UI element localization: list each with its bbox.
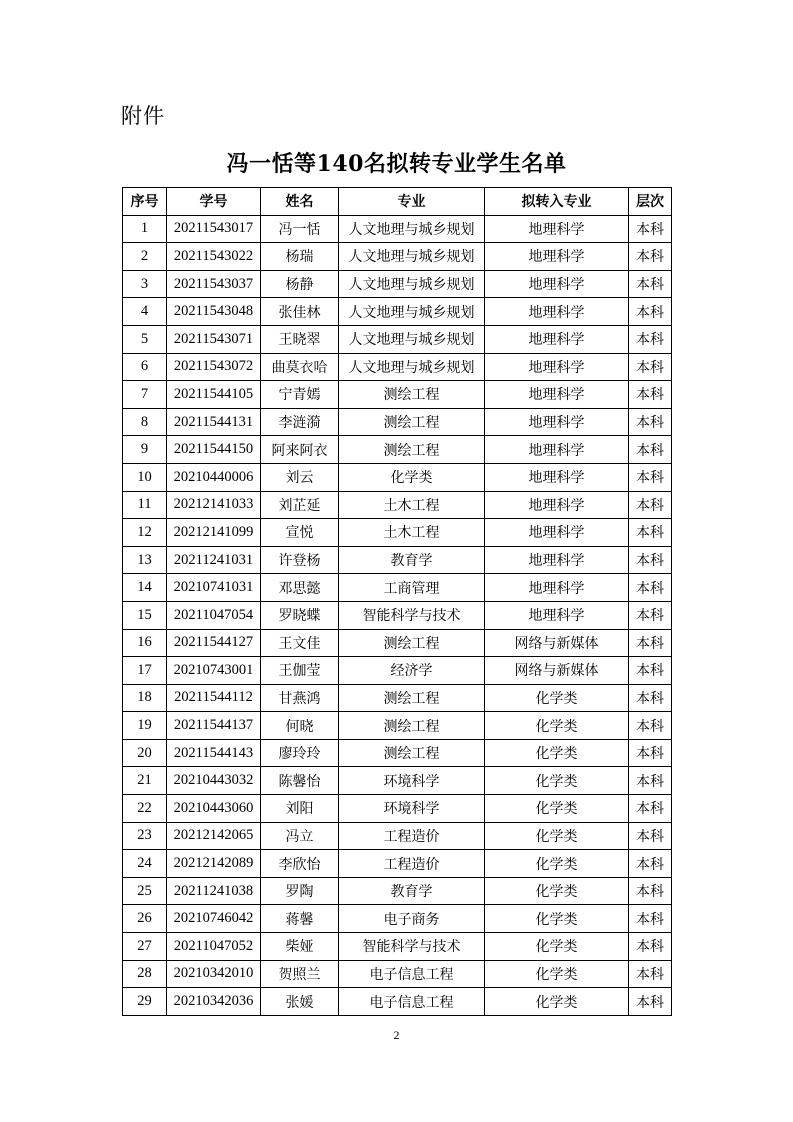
cell-target-major: 化学类 <box>485 739 629 767</box>
cell-name: 蒋馨 <box>261 905 339 933</box>
cell-name: 张媛 <box>261 988 339 1016</box>
cell-level: 本科 <box>629 215 672 243</box>
cell-target-major: 网络与新媒体 <box>485 657 629 685</box>
cell-target-major: 化学类 <box>485 767 629 795</box>
cell-major: 电子信息工程 <box>339 988 485 1016</box>
table-row <box>123 822 672 850</box>
cell-index: 21 <box>123 767 167 795</box>
cell-name: 邓思懿 <box>261 574 339 602</box>
cell-student-id: 20211544127 <box>167 629 261 657</box>
cell-index: 4 <box>123 298 167 326</box>
cell-target-major: 地理科学 <box>485 215 629 243</box>
cell-major: 测绘工程 <box>339 381 485 409</box>
cell-major: 测绘工程 <box>339 712 485 740</box>
table-row <box>123 629 672 657</box>
cell-student-id: 20210443032 <box>167 767 261 795</box>
cell-student-id: 20211544131 <box>167 408 261 436</box>
table-row <box>123 877 672 905</box>
cell-student-id: 20210741031 <box>167 574 261 602</box>
table-row <box>123 960 672 988</box>
cell-student-id: 20211544137 <box>167 712 261 740</box>
cell-student-id: 20212142065 <box>167 822 261 850</box>
table-row <box>123 215 672 243</box>
cell-name: 罗陶 <box>261 877 339 905</box>
cell-student-id: 20211543072 <box>167 353 261 381</box>
cell-index: 8 <box>123 408 167 436</box>
cell-major: 智能科学与技术 <box>339 601 485 629</box>
cell-student-id: 20211544150 <box>167 436 261 464</box>
cell-index: 12 <box>123 519 167 547</box>
table-row <box>123 270 672 298</box>
cell-level: 本科 <box>629 767 672 795</box>
cell-name: 罗晓蝶 <box>261 601 339 629</box>
cell-name: 柴娅 <box>261 933 339 961</box>
cell-name: 许登杨 <box>261 546 339 574</box>
cell-target-major: 地理科学 <box>485 546 629 574</box>
cell-name: 冯立 <box>261 822 339 850</box>
cell-level: 本科 <box>629 270 672 298</box>
cell-name: 王文佳 <box>261 629 339 657</box>
cell-index: 3 <box>123 270 167 298</box>
cell-index: 6 <box>123 353 167 381</box>
cell-index: 27 <box>123 933 167 961</box>
cell-name: 刘芷延 <box>261 491 339 519</box>
cell-name: 李涟漪 <box>261 408 339 436</box>
table-row <box>123 795 672 823</box>
cell-student-id: 20210440006 <box>167 463 261 491</box>
cell-name: 李欣怡 <box>261 850 339 878</box>
table-row <box>123 408 672 436</box>
table-row <box>123 850 672 878</box>
cell-level: 本科 <box>629 933 672 961</box>
cell-level: 本科 <box>629 353 672 381</box>
cell-major: 工程造价 <box>339 822 485 850</box>
table-row <box>123 601 672 629</box>
cell-level: 本科 <box>629 960 672 988</box>
cell-major: 人文地理与城乡规划 <box>339 215 485 243</box>
cell-student-id: 20210443060 <box>167 795 261 823</box>
cell-level: 本科 <box>629 546 672 574</box>
page-number: 2 <box>393 1028 400 1042</box>
cell-target-major: 化学类 <box>485 712 629 740</box>
table-row <box>123 436 672 464</box>
table-row <box>123 739 672 767</box>
table-row <box>123 381 672 409</box>
cell-target-major: 化学类 <box>485 684 629 712</box>
cell-target-major: 地理科学 <box>485 408 629 436</box>
cell-major: 环境科学 <box>339 767 485 795</box>
cell-target-major: 地理科学 <box>485 519 629 547</box>
table-row <box>123 519 672 547</box>
cell-major: 环境科学 <box>339 795 485 823</box>
cell-name: 冯一恬 <box>261 215 339 243</box>
cell-major: 测绘工程 <box>339 436 485 464</box>
cell-major: 人文地理与城乡规划 <box>339 353 485 381</box>
cell-name: 何晓 <box>261 712 339 740</box>
cell-student-id: 20210342010 <box>167 960 261 988</box>
cell-name: 廖玲玲 <box>261 739 339 767</box>
cell-index: 17 <box>123 657 167 685</box>
cell-major: 土木工程 <box>339 519 485 547</box>
cell-major: 测绘工程 <box>339 684 485 712</box>
cell-name: 宁青嫣 <box>261 381 339 409</box>
cell-major: 人文地理与城乡规划 <box>339 243 485 271</box>
table-row <box>123 684 672 712</box>
cell-target-major: 地理科学 <box>485 298 629 326</box>
table-row <box>123 657 672 685</box>
cell-index: 9 <box>123 436 167 464</box>
cell-level: 本科 <box>629 988 672 1016</box>
cell-student-id: 20211241031 <box>167 546 261 574</box>
cell-level: 本科 <box>629 491 672 519</box>
cell-index: 28 <box>123 960 167 988</box>
cell-name: 甘燕鸿 <box>261 684 339 712</box>
cell-student-id: 20211543048 <box>167 298 261 326</box>
cell-student-id: 20211543037 <box>167 270 261 298</box>
cell-level: 本科 <box>629 629 672 657</box>
cell-major: 教育学 <box>339 877 485 905</box>
cell-student-id: 20212141099 <box>167 519 261 547</box>
cell-level: 本科 <box>629 657 672 685</box>
cell-target-major: 化学类 <box>485 905 629 933</box>
cell-target-major: 化学类 <box>485 822 629 850</box>
cell-major: 教育学 <box>339 546 485 574</box>
table-row <box>123 325 672 353</box>
cell-index: 5 <box>123 325 167 353</box>
cell-target-major: 化学类 <box>485 877 629 905</box>
table-row <box>123 933 672 961</box>
cell-index: 1 <box>123 215 167 243</box>
cell-target-major: 地理科学 <box>485 381 629 409</box>
header-index: 序号 <box>123 188 167 216</box>
table-row <box>123 905 672 933</box>
cell-name: 刘云 <box>261 463 339 491</box>
cell-target-major: 地理科学 <box>485 436 629 464</box>
cell-target-major: 化学类 <box>485 933 629 961</box>
cell-major: 经济学 <box>339 657 485 685</box>
cell-student-id: 20211047052 <box>167 933 261 961</box>
cell-student-id: 20210342036 <box>167 988 261 1016</box>
cell-major: 人文地理与城乡规划 <box>339 325 485 353</box>
cell-level: 本科 <box>629 519 672 547</box>
cell-name: 张佳林 <box>261 298 339 326</box>
cell-target-major: 化学类 <box>485 988 629 1016</box>
cell-student-id: 20211047054 <box>167 601 261 629</box>
cell-student-id: 20212141033 <box>167 491 261 519</box>
table-row <box>123 463 672 491</box>
cell-student-id: 20212142089 <box>167 850 261 878</box>
cell-major: 化学类 <box>339 463 485 491</box>
header-major: 专业 <box>339 188 485 216</box>
cell-major: 测绘工程 <box>339 629 485 657</box>
cell-level: 本科 <box>629 712 672 740</box>
cell-major: 智能科学与技术 <box>339 933 485 961</box>
cell-major: 测绘工程 <box>339 739 485 767</box>
cell-target-major: 地理科学 <box>485 491 629 519</box>
cell-index: 20 <box>123 739 167 767</box>
cell-target-major: 地理科学 <box>485 270 629 298</box>
cell-name: 杨静 <box>261 270 339 298</box>
header-name: 姓名 <box>261 188 339 216</box>
cell-level: 本科 <box>629 905 672 933</box>
table-row <box>123 546 672 574</box>
cell-level: 本科 <box>629 408 672 436</box>
cell-student-id: 20211241038 <box>167 877 261 905</box>
cell-target-major: 化学类 <box>485 850 629 878</box>
cell-level: 本科 <box>629 877 672 905</box>
cell-index: 23 <box>123 822 167 850</box>
cell-name: 贺照兰 <box>261 960 339 988</box>
cell-index: 13 <box>123 546 167 574</box>
cell-name: 曲莫衣哈 <box>261 353 339 381</box>
cell-target-major: 地理科学 <box>485 463 629 491</box>
header-target-major: 拟转入专业 <box>485 188 629 216</box>
cell-level: 本科 <box>629 436 672 464</box>
cell-name: 刘阳 <box>261 795 339 823</box>
cell-major: 土木工程 <box>339 491 485 519</box>
cell-level: 本科 <box>629 739 672 767</box>
cell-level: 本科 <box>629 822 672 850</box>
cell-index: 19 <box>123 712 167 740</box>
cell-major: 电子信息工程 <box>339 960 485 988</box>
cell-name: 杨瑞 <box>261 243 339 271</box>
cell-index: 24 <box>123 850 167 878</box>
cell-student-id: 20211544143 <box>167 739 261 767</box>
cell-student-id: 20211543022 <box>167 243 261 271</box>
table-header-row <box>123 188 672 216</box>
cell-major: 工商管理 <box>339 574 485 602</box>
table-row <box>123 712 672 740</box>
header-student-id: 学号 <box>167 188 261 216</box>
cell-index: 7 <box>123 381 167 409</box>
cell-major: 工程造价 <box>339 850 485 878</box>
cell-student-id: 20211544112 <box>167 684 261 712</box>
cell-index: 26 <box>123 905 167 933</box>
cell-target-major: 网络与新媒体 <box>485 629 629 657</box>
cell-index: 15 <box>123 601 167 629</box>
cell-index: 11 <box>123 491 167 519</box>
cell-index: 16 <box>123 629 167 657</box>
cell-index: 25 <box>123 877 167 905</box>
cell-level: 本科 <box>629 243 672 271</box>
cell-index: 10 <box>123 463 167 491</box>
cell-name: 阿来阿衣 <box>261 436 339 464</box>
cell-student-id: 20210743001 <box>167 657 261 685</box>
cell-level: 本科 <box>629 795 672 823</box>
cell-target-major: 地理科学 <box>485 601 629 629</box>
cell-name: 陈馨怡 <box>261 767 339 795</box>
table-row <box>123 243 672 271</box>
cell-target-major: 化学类 <box>485 960 629 988</box>
table-row <box>123 298 672 326</box>
cell-name: 宣悦 <box>261 519 339 547</box>
cell-level: 本科 <box>629 463 672 491</box>
cell-target-major: 地理科学 <box>485 325 629 353</box>
cell-major: 电子商务 <box>339 905 485 933</box>
cell-target-major: 地理科学 <box>485 243 629 271</box>
cell-level: 本科 <box>629 325 672 353</box>
cell-level: 本科 <box>629 381 672 409</box>
cell-student-id: 20210746042 <box>167 905 261 933</box>
cell-target-major: 地理科学 <box>485 353 629 381</box>
cell-index: 14 <box>123 574 167 602</box>
cell-major: 人文地理与城乡规划 <box>339 298 485 326</box>
table-row <box>123 767 672 795</box>
header-level: 层次 <box>629 188 672 216</box>
table-body <box>123 215 672 1015</box>
cell-level: 本科 <box>629 684 672 712</box>
cell-level: 本科 <box>629 601 672 629</box>
cell-name: 王伽莹 <box>261 657 339 685</box>
cell-major: 人文地理与城乡规划 <box>339 270 485 298</box>
table-row <box>123 353 672 381</box>
table-row <box>123 491 672 519</box>
cell-index: 22 <box>123 795 167 823</box>
cell-student-id: 20211543017 <box>167 215 261 243</box>
table-row <box>123 988 672 1016</box>
table-row <box>123 574 672 602</box>
cell-index: 18 <box>123 684 167 712</box>
cell-major: 测绘工程 <box>339 408 485 436</box>
student-transfer-table <box>122 187 672 1016</box>
cell-student-id: 20211544105 <box>167 381 261 409</box>
cell-level: 本科 <box>629 298 672 326</box>
cell-target-major: 地理科学 <box>485 574 629 602</box>
cell-target-major: 化学类 <box>485 795 629 823</box>
cell-name: 王晓翠 <box>261 325 339 353</box>
cell-level: 本科 <box>629 574 672 602</box>
attachment-label: 附件 <box>121 104 165 128</box>
cell-level: 本科 <box>629 850 672 878</box>
cell-student-id: 20211543071 <box>167 325 261 353</box>
cell-index: 2 <box>123 243 167 271</box>
cell-index: 29 <box>123 988 167 1016</box>
document-title: 冯一恬等140名拟转专业学生名单 <box>226 151 567 177</box>
